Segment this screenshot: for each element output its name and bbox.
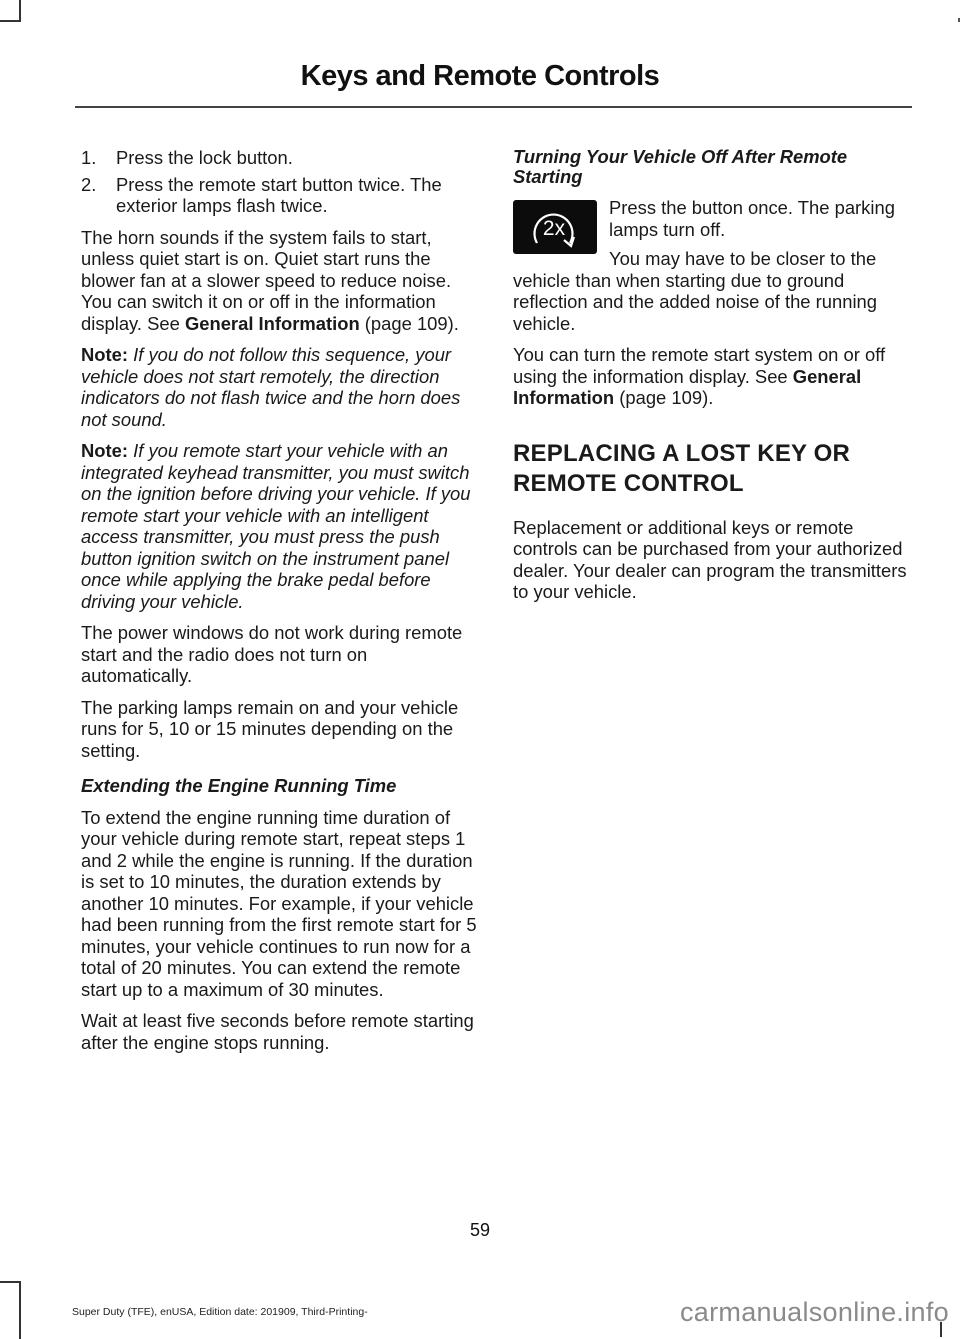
paragraph-press-once: Press the button once. The parking lamps turn off. — [609, 197, 895, 240]
svg-text:2x: 2x — [542, 217, 566, 240]
paragraph-text: The horn sounds if the system fails to start, unless quiet start is on. Quiet start runs the blower fan at a slower speed to reduce noise. You can switch it on or off in the information display. See — [81, 226, 452, 334]
page-reference: (page 109). — [614, 387, 714, 408]
crop-mark-bottom-left — [0, 1281, 21, 1339]
step-item — [81, 174, 477, 217]
paragraph-closer: You may have to be closer to the vehicle than when starting due to ground reflection and the added noise of the running vehicle. — [513, 248, 877, 334]
page-header-title: Keys and Remote Controls — [300, 60, 660, 92]
step-text: Press the remote start button twice. The exterior lamps flash twice. — [116, 173, 442, 216]
note-text: If you do not follow this sequence, your vehicle does not start remotely, the direction indicators do not flash twice and the horn does not sound. — [81, 344, 461, 430]
paragraph-extend: To extend the engine running time duration of your vehicle during remote start, repeat steps 1 and 2 while the engine is running. If the duration is set to 10 minutes, the duration extends by another 10 minutes. For example, if your vehicle had been running from the first remote start for 5 minutes, your vehicle continues to run now for a total of 20 minutes. You can extend the remote start up to a maximum of 30 minutes. — [81, 806, 477, 1000]
paragraph-text: You can turn the remote start system on or off using the information display. See — [513, 344, 886, 387]
section-title-line: REMOTE CONTROL — [513, 469, 744, 497]
left-column — [81, 147, 477, 1063]
section-title-replacing-key — [513, 439, 909, 499]
step-number: 1. — [81, 147, 97, 168]
paragraph-toggle-remote-start — [513, 344, 909, 409]
remote-start-2x-icon — [513, 200, 597, 254]
paragraph-horn — [81, 227, 477, 335]
crop-mark-top-left — [0, 0, 21, 22]
note-text: If you remote start your vehicle with an integrated keyhead transmitter, you must switch on the ignition before driving your vehicle. If you remote start your vehicle with an intelligent access transmitter, you must press the push button ignition switch on the instrument panel once while applying the brake pedal before driving your vehicle. — [81, 440, 471, 612]
note-transmitter — [81, 440, 477, 612]
paragraph-windows: The power windows do not work during remote start and the radio does not turn on automatically. — [81, 622, 463, 686]
paragraph-wait: Wait at least five seconds before remote starting after the engine stops running. — [81, 1010, 474, 1053]
subheading-turn-off: Turning Your Vehicle Off After Remote Starting — [513, 146, 848, 187]
remote-start-steps — [81, 147, 477, 217]
page-reference: (page 109). — [359, 312, 459, 334]
note-sequence — [81, 344, 477, 430]
cross-reference-link[interactable]: General Information — [513, 365, 862, 408]
cross-reference-link[interactable]: General Information — [184, 312, 360, 334]
note-label: Note: — [81, 440, 128, 461]
page-number: 59 — [469, 1220, 491, 1240]
paragraph-replacement: Replacement or additional keys or remote controls can be purchased from your authorized dealer. Your dealer can program the transmitters to your vehicle. — [513, 516, 907, 602]
subheading-extend-running-time: Extending the Engine Running Time — [81, 775, 397, 796]
watermark: carmanualsonline.info — [680, 1297, 949, 1327]
right-column — [513, 147, 909, 613]
edition-footer: Super Duty (TFE), enUSA, Edition date: 201909, Third-Printing- — [72, 1306, 368, 1318]
step-item — [81, 147, 477, 169]
section-title-line: REPLACING A LOST KEY OR — [513, 439, 851, 467]
note-label: Note: — [81, 344, 128, 365]
paragraph-parking-lamps: The parking lamps remain on and your vehicle runs for 5, 10 or 15 minutes depending on the setting. — [81, 696, 459, 761]
header-divider — [75, 106, 912, 108]
step-number: 2. — [81, 173, 97, 195]
step-text: Press the lock button. — [116, 147, 293, 168]
